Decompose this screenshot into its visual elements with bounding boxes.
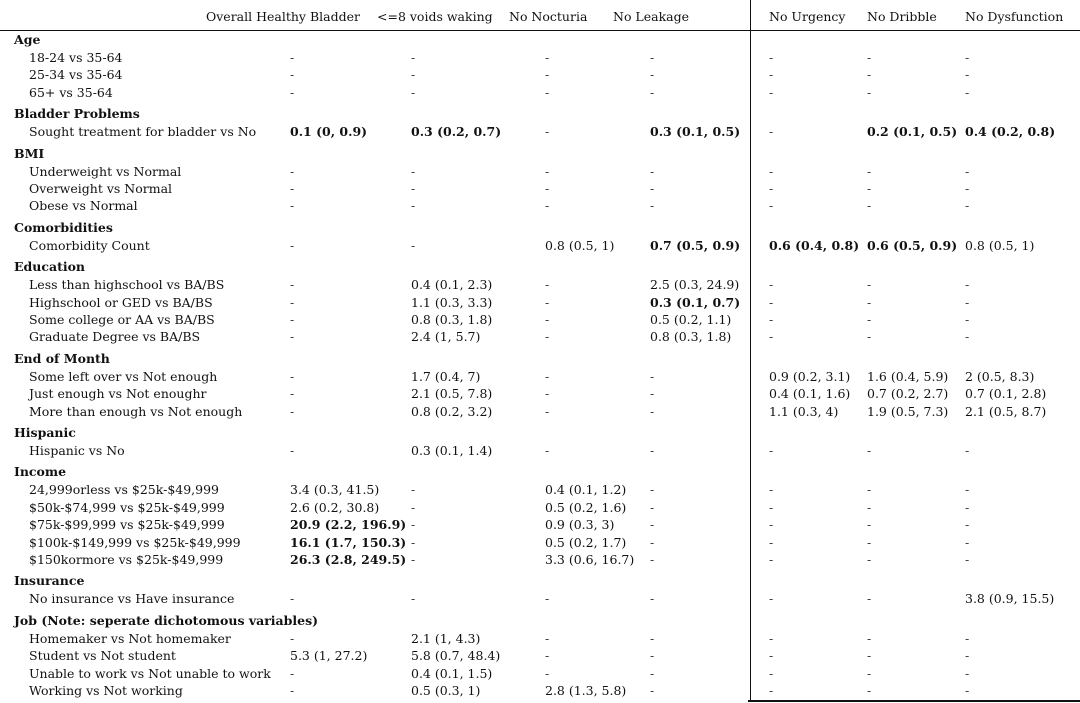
cell-no-urgency: - <box>769 312 774 327</box>
cell-no-leakage: - <box>650 648 655 664</box>
cell-8-voids-waking: 0.3 (0.2, 0.7) <box>411 124 502 140</box>
cell-no-dysfunction: - <box>965 648 970 664</box>
cell-no-urgency: - <box>769 294 774 310</box>
cell-no-nocturia: - <box>545 443 550 458</box>
section-title: Bladder Problems <box>14 106 140 122</box>
cell-no-nocturia: - <box>545 312 550 327</box>
cell-no-nocturia: - <box>545 630 550 646</box>
cell-overall-healthy-bladder: - <box>290 443 295 458</box>
cell-no-dribble: - <box>867 517 872 533</box>
cell-no-dribble: - <box>867 294 872 310</box>
cell-no-leakage: 0.5 (0.2, 1.1) <box>650 312 732 327</box>
cell-no-leakage: - <box>650 517 655 533</box>
cell-no-urgency: - <box>769 124 774 140</box>
cell-8-voids-waking: 2.4 (1, 5.7) <box>411 329 481 345</box>
cell-no-dribble: - <box>867 630 872 646</box>
cell-no-dysfunction: - <box>965 198 970 214</box>
section-title: Income <box>14 464 67 480</box>
row-label: $150kormore vs $25k-$49,999 <box>29 552 224 567</box>
cell-no-nocturia: - <box>545 277 550 293</box>
header-rule <box>0 30 1080 31</box>
column-header: No Dribble <box>867 9 937 24</box>
cell-8-voids-waking: - <box>411 499 416 515</box>
cell-no-urgency: - <box>769 181 774 196</box>
row-label: Working vs Not working <box>29 683 183 698</box>
cell-overall-healthy-bladder: - <box>290 591 295 607</box>
bottom-rule <box>748 700 1080 702</box>
cell-no-dysfunction: 2.1 (0.5, 8.7) <box>965 403 1047 419</box>
cell-no-nocturia: - <box>545 163 550 179</box>
column-divider <box>750 0 751 701</box>
cell-no-dysfunction: - <box>965 67 970 83</box>
cell-no-dysfunction: - <box>965 50 970 65</box>
cell-no-urgency: - <box>769 198 774 214</box>
cell-8-voids-waking: 2.1 (1, 4.3) <box>411 630 481 646</box>
cell-no-dribble: - <box>867 50 872 65</box>
cell-no-dribble: - <box>867 665 872 681</box>
cell-no-nocturia: - <box>545 665 550 681</box>
cell-no-dysfunction: - <box>965 665 970 681</box>
cell-no-leakage: - <box>650 181 655 196</box>
cell-no-dribble: - <box>867 312 872 327</box>
cell-overall-healthy-bladder: - <box>290 368 295 384</box>
cell-8-voids-waking: 0.8 (0.3, 1.8) <box>411 312 493 327</box>
cell-overall-healthy-bladder: - <box>290 277 295 293</box>
cell-overall-healthy-bladder: - <box>290 198 295 214</box>
row-label: Sought treatment for bladder vs No <box>29 124 257 140</box>
cell-no-dribble: - <box>867 648 872 664</box>
cell-no-nocturia: 0.8 (0.5, 1) <box>545 237 615 253</box>
cell-overall-healthy-bladder: 26.3 (2.8, 249.5) <box>290 552 407 567</box>
cell-no-dribble: - <box>867 482 872 498</box>
section-title: Insurance <box>14 573 85 589</box>
section-title: Age <box>14 32 41 47</box>
cell-8-voids-waking: - <box>411 67 416 83</box>
cell-no-nocturia: - <box>545 403 550 419</box>
cell-8-voids-waking: 2.1 (0.5, 7.8) <box>411 386 493 402</box>
cell-8-voids-waking: 0.4 (0.1, 2.3) <box>411 277 493 293</box>
cell-8-voids-waking: - <box>411 84 416 100</box>
cell-no-dysfunction: 2 (0.5, 8.3) <box>965 368 1035 384</box>
cell-no-leakage: 2.5 (0.3, 24.9) <box>650 277 740 293</box>
cell-overall-healthy-bladder: - <box>290 665 295 681</box>
cell-no-nocturia: - <box>545 329 550 345</box>
cell-no-dribble: - <box>867 443 872 458</box>
row-label: Just enough vs Not enoughr <box>29 386 207 402</box>
cell-no-leakage: - <box>650 198 655 214</box>
cell-no-dribble: - <box>867 534 872 550</box>
row-label: Some college or AA vs BA/BS <box>29 312 215 327</box>
cell-no-dribble: - <box>867 277 872 293</box>
cell-no-urgency: 0.4 (0.1, 1.6) <box>769 386 851 402</box>
cell-no-dysfunction: - <box>965 534 970 550</box>
cell-no-dysfunction: - <box>965 482 970 498</box>
cell-no-nocturia: - <box>545 648 550 664</box>
cell-8-voids-waking: - <box>411 163 416 179</box>
section-title: Hispanic <box>14 425 76 440</box>
cell-8-voids-waking: 0.3 (0.1, 1.4) <box>411 443 493 458</box>
cell-no-nocturia: - <box>545 84 550 100</box>
row-label: Obese vs Normal <box>29 198 138 214</box>
cell-no-urgency: - <box>769 67 774 83</box>
cell-no-dysfunction: 3.8 (0.9, 15.5) <box>965 591 1055 607</box>
section-title: BMI <box>14 145 45 161</box>
cell-8-voids-waking: - <box>411 237 416 253</box>
cell-no-nocturia: 3.3 (0.6, 16.7) <box>545 552 635 567</box>
cell-no-dribble: - <box>867 683 872 698</box>
cell-overall-healthy-bladder: 5.3 (1, 27.2) <box>290 648 368 664</box>
cell-no-leakage: - <box>650 84 655 100</box>
cell-8-voids-waking: - <box>411 482 416 498</box>
cell-8-voids-waking: - <box>411 591 416 607</box>
row-label: More than enough vs Not enough <box>29 403 243 419</box>
cell-overall-healthy-bladder: - <box>290 329 295 345</box>
cell-no-nocturia: - <box>545 386 550 402</box>
cell-no-dysfunction: - <box>965 630 970 646</box>
cell-no-dysfunction: - <box>965 84 970 100</box>
cell-no-dribble: - <box>867 499 872 515</box>
cell-no-urgency: - <box>769 163 774 179</box>
cell-no-urgency: - <box>769 534 774 550</box>
column-header: No Dysfunction <box>965 9 1064 24</box>
cell-8-voids-waking: - <box>411 517 416 533</box>
cell-no-leakage: - <box>650 163 655 179</box>
row-label: Student vs Not student <box>29 648 176 664</box>
cell-8-voids-waking: - <box>411 552 416 567</box>
cell-no-urgency: - <box>769 329 774 345</box>
column-header: No Leakage <box>613 9 690 24</box>
cell-no-urgency: - <box>769 443 774 458</box>
cell-no-dysfunction: - <box>965 499 970 515</box>
cell-no-leakage: - <box>650 630 655 646</box>
cell-no-nocturia: 0.9 (0.3, 3) <box>545 517 615 533</box>
cell-no-nocturia: 2.8 (1.3, 5.8) <box>545 683 627 698</box>
cell-no-leakage: - <box>650 443 655 458</box>
cell-no-dribble: - <box>867 198 872 214</box>
cell-no-urgency: - <box>769 482 774 498</box>
cell-overall-healthy-bladder: - <box>290 67 295 83</box>
cell-no-leakage: - <box>650 665 655 681</box>
cell-overall-healthy-bladder: 0.1 (0, 0.9) <box>290 124 368 140</box>
cell-no-dysfunction: 0.7 (0.1, 2.8) <box>965 386 1047 402</box>
cell-8-voids-waking: - <box>411 50 416 65</box>
cell-no-leakage: - <box>650 368 655 384</box>
cell-no-nocturia: 0.5 (0.2, 1.6) <box>545 499 627 515</box>
cell-no-dribble: 0.6 (0.5, 0.9) <box>867 237 958 253</box>
row-label: Unable to work vs Not unable to work <box>29 665 271 681</box>
cell-no-urgency: 1.1 (0.3, 4) <box>769 403 839 419</box>
cell-no-dysfunction: - <box>965 181 970 196</box>
cell-no-dysfunction: - <box>965 443 970 458</box>
section-title: Comorbidities <box>14 219 113 235</box>
cell-no-urgency: 0.6 (0.4, 0.8) <box>769 237 860 253</box>
cell-overall-healthy-bladder: 20.9 (2.2, 196.9) <box>290 517 407 533</box>
cell-no-dribble: 1.6 (0.4, 5.9) <box>867 368 949 384</box>
column-header: No Nocturia <box>509 9 588 24</box>
cell-no-leakage: 0.8 (0.3, 1.8) <box>650 329 732 345</box>
row-label: Less than highschool vs BA/BS <box>29 277 225 293</box>
cell-overall-healthy-bladder: - <box>290 683 295 698</box>
cell-no-urgency: - <box>769 552 774 567</box>
section-title: End of Month <box>14 350 110 366</box>
cell-no-dribble: - <box>867 329 872 345</box>
cell-overall-healthy-bladder: 2.6 (0.2, 30.8) <box>290 499 380 515</box>
cell-no-leakage: - <box>650 67 655 83</box>
cell-no-leakage: - <box>650 499 655 515</box>
cell-no-urgency: - <box>769 665 774 681</box>
cell-overall-healthy-bladder: - <box>290 163 295 179</box>
cell-8-voids-waking: 0.8 (0.2, 3.2) <box>411 403 493 419</box>
cell-no-dribble: 1.9 (0.5, 7.3) <box>867 403 949 419</box>
cell-no-nocturia: - <box>545 181 550 196</box>
row-label: Graduate Degree vs BA/BS <box>29 329 201 345</box>
row-label: $100k-$149,999 vs $25k-$49,999 <box>29 534 241 550</box>
cell-no-dysfunction: - <box>965 294 970 310</box>
cell-no-nocturia: - <box>545 591 550 607</box>
row-label: Comorbidity Count <box>29 237 150 253</box>
cell-no-dribble: - <box>867 163 872 179</box>
cell-no-nocturia: - <box>545 67 550 83</box>
cell-no-dysfunction: - <box>965 552 970 567</box>
cell-no-dribble: - <box>867 591 872 607</box>
cell-no-nocturia: - <box>545 124 550 140</box>
cell-no-dysfunction: - <box>965 517 970 533</box>
cell-overall-healthy-bladder: 16.1 (1.7, 150.3) <box>290 534 407 550</box>
section-title: Education <box>14 259 86 275</box>
cell-no-leakage: - <box>650 534 655 550</box>
cell-overall-healthy-bladder: - <box>290 312 295 327</box>
row-label: $75k-$99,999 vs $25k-$49,999 <box>29 517 225 533</box>
cell-overall-healthy-bladder: - <box>290 294 295 310</box>
cell-8-voids-waking: 0.4 (0.1, 1.5) <box>411 665 493 681</box>
row-label: 18-24 vs 35-64 <box>29 50 123 65</box>
cell-8-voids-waking: 1.1 (0.3, 3.3) <box>411 294 493 310</box>
cell-overall-healthy-bladder: - <box>290 386 295 402</box>
cell-no-dysfunction: 0.4 (0.2, 0.8) <box>965 124 1056 140</box>
cell-no-urgency: - <box>769 630 774 646</box>
cell-no-urgency: 0.9 (0.2, 3.1) <box>769 368 851 384</box>
cell-no-urgency: - <box>769 591 774 607</box>
cell-overall-healthy-bladder: - <box>290 50 295 65</box>
cell-no-nocturia: - <box>545 198 550 214</box>
cell-no-dysfunction: - <box>965 163 970 179</box>
row-label: 25-34 vs 35-64 <box>29 67 123 83</box>
cell-no-nocturia: 0.5 (0.2, 1.7) <box>545 534 627 550</box>
cell-no-urgency: - <box>769 648 774 664</box>
cell-8-voids-waking: - <box>411 181 416 196</box>
cell-no-urgency: - <box>769 277 774 293</box>
row-label: No insurance vs Have insurance <box>29 591 235 607</box>
cell-no-leakage: - <box>650 403 655 419</box>
cell-overall-healthy-bladder: - <box>290 84 295 100</box>
row-label: $50k-$74,999 vs $25k-$49,999 <box>29 499 225 515</box>
cell-no-dysfunction: - <box>965 277 970 293</box>
cell-no-leakage: - <box>650 591 655 607</box>
cell-8-voids-waking: - <box>411 534 416 550</box>
cell-no-leakage: 0.3 (0.1, 0.7) <box>650 294 741 310</box>
cell-8-voids-waking: - <box>411 198 416 214</box>
cell-no-dribble: - <box>867 181 872 196</box>
cell-overall-healthy-bladder: - <box>290 630 295 646</box>
cell-8-voids-waking: 1.7 (0.4, 7) <box>411 368 481 384</box>
cell-overall-healthy-bladder: - <box>290 403 295 419</box>
cell-no-nocturia: - <box>545 368 550 384</box>
cell-no-nocturia: 0.4 (0.1, 1.2) <box>545 482 627 498</box>
cell-no-dysfunction: - <box>965 329 970 345</box>
row-label: Homemaker vs Not homemaker <box>29 630 231 646</box>
column-header: Overall Healthy Bladder <box>206 9 360 24</box>
row-label: Overweight vs Normal <box>29 181 173 196</box>
row-label: Hispanic vs No <box>29 443 125 458</box>
row-label: 65+ vs 35-64 <box>29 84 113 100</box>
cell-no-dribble: - <box>867 84 872 100</box>
cell-no-urgency: - <box>769 50 774 65</box>
cell-no-leakage: - <box>650 50 655 65</box>
cell-no-leakage: 0.7 (0.5, 0.9) <box>650 237 741 253</box>
cell-no-dysfunction: - <box>965 683 970 698</box>
cell-no-leakage: - <box>650 482 655 498</box>
cell-no-dribble: 0.7 (0.2, 2.7) <box>867 386 949 402</box>
row-label: Highschool or GED vs BA/BS <box>29 294 213 310</box>
cell-no-leakage: - <box>650 552 655 567</box>
cell-overall-healthy-bladder: 3.4 (0.3, 41.5) <box>290 482 380 498</box>
cell-no-dribble: - <box>867 552 872 567</box>
cell-no-urgency: - <box>769 84 774 100</box>
cell-no-dysfunction: - <box>965 312 970 327</box>
cell-no-dribble: - <box>867 67 872 83</box>
section-title: Job (Note: seperate dichotomous variables) <box>14 612 319 628</box>
cell-no-dribble: 0.2 (0.1, 0.5) <box>867 124 958 140</box>
column-header: <=8 voids waking <box>377 9 493 24</box>
cell-no-urgency: - <box>769 683 774 698</box>
cell-8-voids-waking: 5.8 (0.7, 48.4) <box>411 648 501 664</box>
cell-overall-healthy-bladder: - <box>290 237 295 253</box>
cell-8-voids-waking: 0.5 (0.3, 1) <box>411 683 481 698</box>
cell-overall-healthy-bladder: - <box>290 181 295 196</box>
cell-no-leakage: - <box>650 683 655 698</box>
cell-no-nocturia: - <box>545 50 550 65</box>
cell-no-leakage: - <box>650 386 655 402</box>
cell-no-urgency: - <box>769 517 774 533</box>
row-label: Underweight vs Normal <box>29 163 182 179</box>
cell-no-urgency: - <box>769 499 774 515</box>
cell-no-leakage: 0.3 (0.1, 0.5) <box>650 124 741 140</box>
cell-no-nocturia: - <box>545 294 550 310</box>
row-label: Some left over vs Not enough <box>29 368 218 384</box>
column-header: No Urgency <box>769 9 846 24</box>
cell-no-dysfunction: 0.8 (0.5, 1) <box>965 237 1035 253</box>
row-label: 24,999orless vs $25k-$49,999 <box>29 482 220 498</box>
